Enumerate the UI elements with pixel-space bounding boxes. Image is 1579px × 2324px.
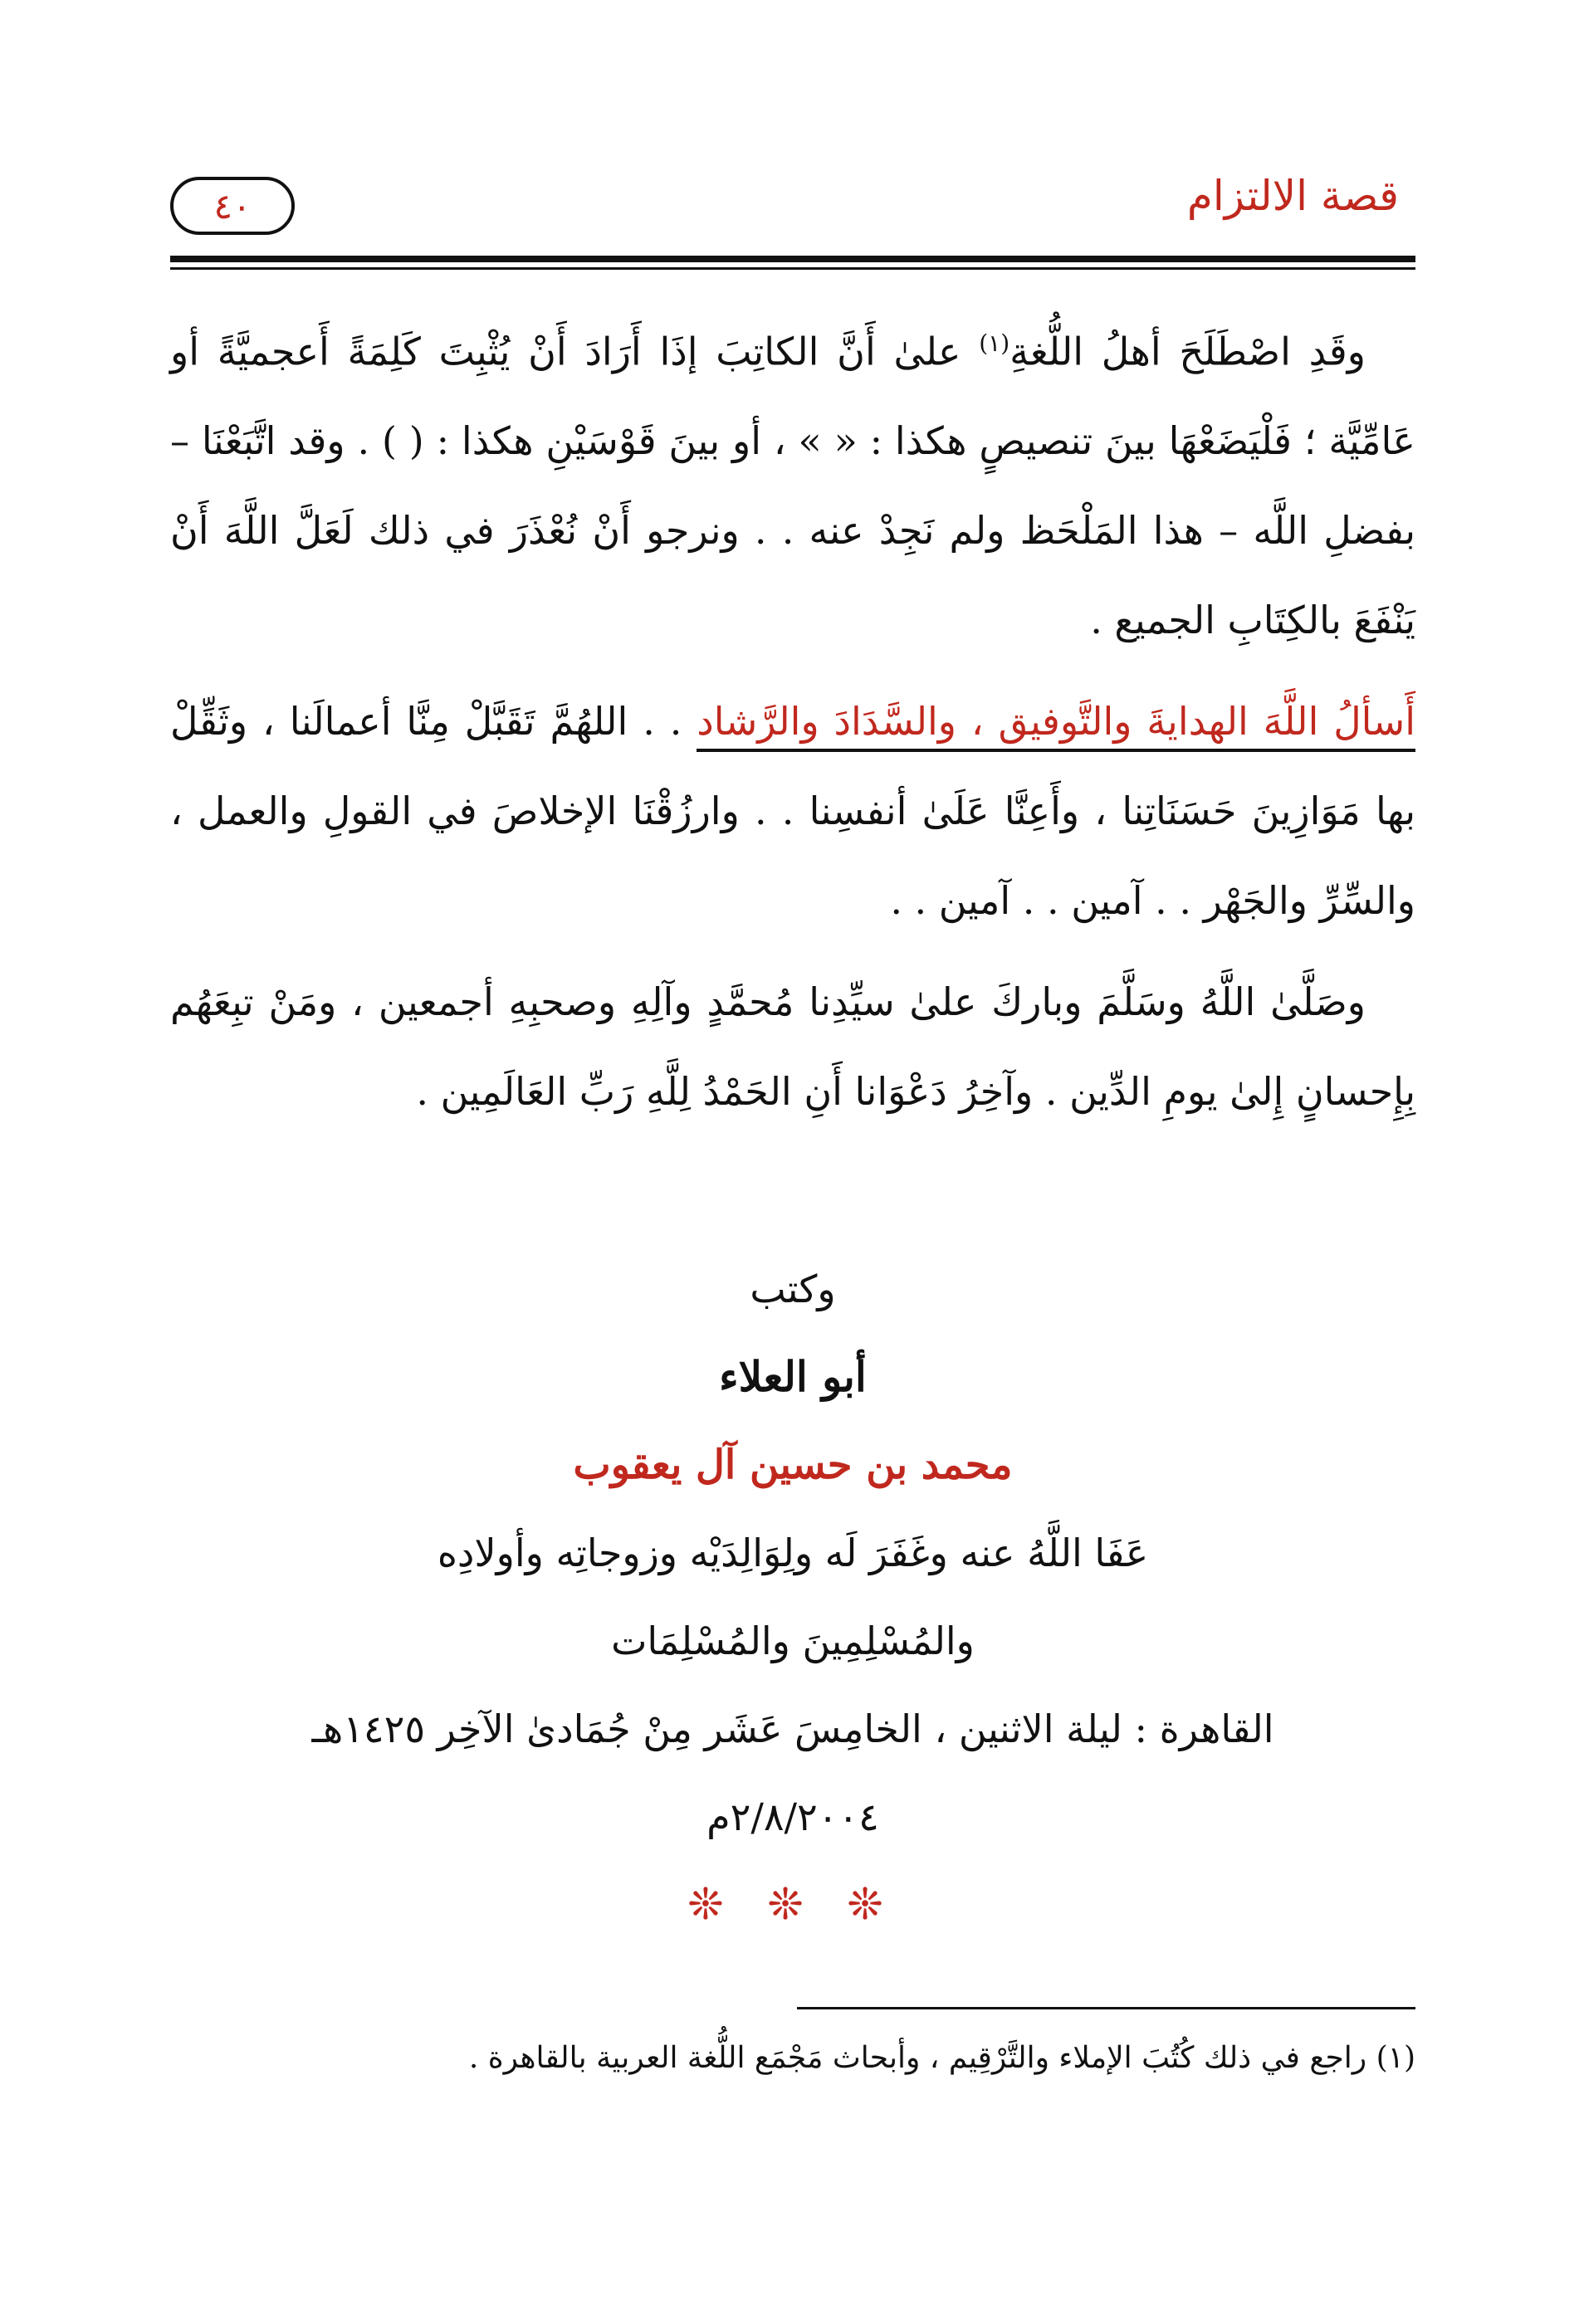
signature-wrote: وكتب <box>750 1267 836 1311</box>
signature-full-name: محمد بن حسين آل يعقوب <box>573 1442 1013 1488</box>
paragraph-1-rest: علىٰ أَنَّ الكاتِبَ إذَا أَرَادَ أَنْ يُثْبِتَ كَلِمَةً أَعجميَّةً أو عَامِّيَّة ؛ فَلْيَضَعْهَا بينَ تنصيصٍ هكذا : « » ، أو بينَ قَوْسَيْنِ هكذا : ( ) . وقد اتَّبَعْنَا – بفضلِ اللَّه – هذا المَلْحَظ ولم نَجِدْ عنه . . ونرجو أَنْ نُعْذَرَ في ذلك لَعَلَّ اللَّهَ أَنْ يَنْفَعَ بالكِتَابِ الجميع . <box>170 329 1415 643</box>
footnote-separator <box>797 2007 1415 2009</box>
section-divider-stars: ❊ ❊ ❊ <box>687 1880 898 1930</box>
footnote-reference[interactable]: (١) <box>979 330 1010 357</box>
paragraph-punctuation-note <box>170 299 1415 665</box>
header-rule-thick <box>170 256 1415 262</box>
signature-gregorian-date: ٢/٨/٢٠٠٤م <box>706 1794 879 1839</box>
paragraph-closing-prayer: وصَلَّىٰ اللَّهُ وسَلَّمَ وباركَ علىٰ سيِّدِنا مُحمَّدٍ وآلِهِ وصحبِهِ أجمعين ، ومَنْ تبِعَهُم بِإِحسانٍ إِلىٰ يومِ الدِّين . وآخِرُ دَعْوَانا أَنِ الحَمْدُ لِلَّهِ رَبِّ العَالَمِين . <box>170 979 1415 1115</box>
running-title: قصة الالتزام <box>1186 172 1399 220</box>
paragraph-1-start: وقَدِ اصْطَلَحَ أهلُ اللُّغةِ <box>1009 329 1366 374</box>
footnote: (١) راجع في ذلك كُتُبَ الإملاء والتَّرْقِيم ، وأبحاث مَجْمَع اللُّغة العربية بالقاهرة . <box>468 2041 1415 2075</box>
paragraph-supplication <box>170 676 1415 945</box>
page-number: ٤٠ <box>170 177 295 235</box>
signature-prayer-2: والمُسْلِمِينَ والمُسْلِمَات <box>611 1618 975 1663</box>
signature-author: أبو العلاء <box>719 1352 867 1401</box>
paragraph-2-rest: . . اللهُمَّ تَقَبَّلْ مِنَّا أعمالَنا ، وثَقِّلْ بها مَوَازِينَ حَسَنَاتِنا ، وأَعِنَّا عَلَىٰ أنفسِنا . . وارزُقْنَا الإخلاصَ في القولِ والعمل ، والسِّرِّ والجَهْر . . آمين . . آمين . . <box>170 699 1415 924</box>
highlighted-supplication: أَسألُ اللَّهَ الهدايةَ والتَّوفيق ، والسَّدَادَ والرَّشاد <box>697 699 1415 752</box>
signature-place-date: القاهرة : ليلة الاثنين ، الخامِسَ عَشَر مِنْ جُمَادىٰ الآخِر ١٤٢٥هـ <box>311 1706 1274 1751</box>
page-header <box>170 162 1415 253</box>
signature-block <box>170 1245 1415 1949</box>
header-rule-thin <box>170 267 1415 270</box>
main-text <box>170 299 1415 1148</box>
signature-prayer-1: عَفَا اللَّهُ عنه وغَفَرَ لَه ولِوَالِدَيْه وزوجاتِه وأولادِه <box>437 1531 1149 1575</box>
